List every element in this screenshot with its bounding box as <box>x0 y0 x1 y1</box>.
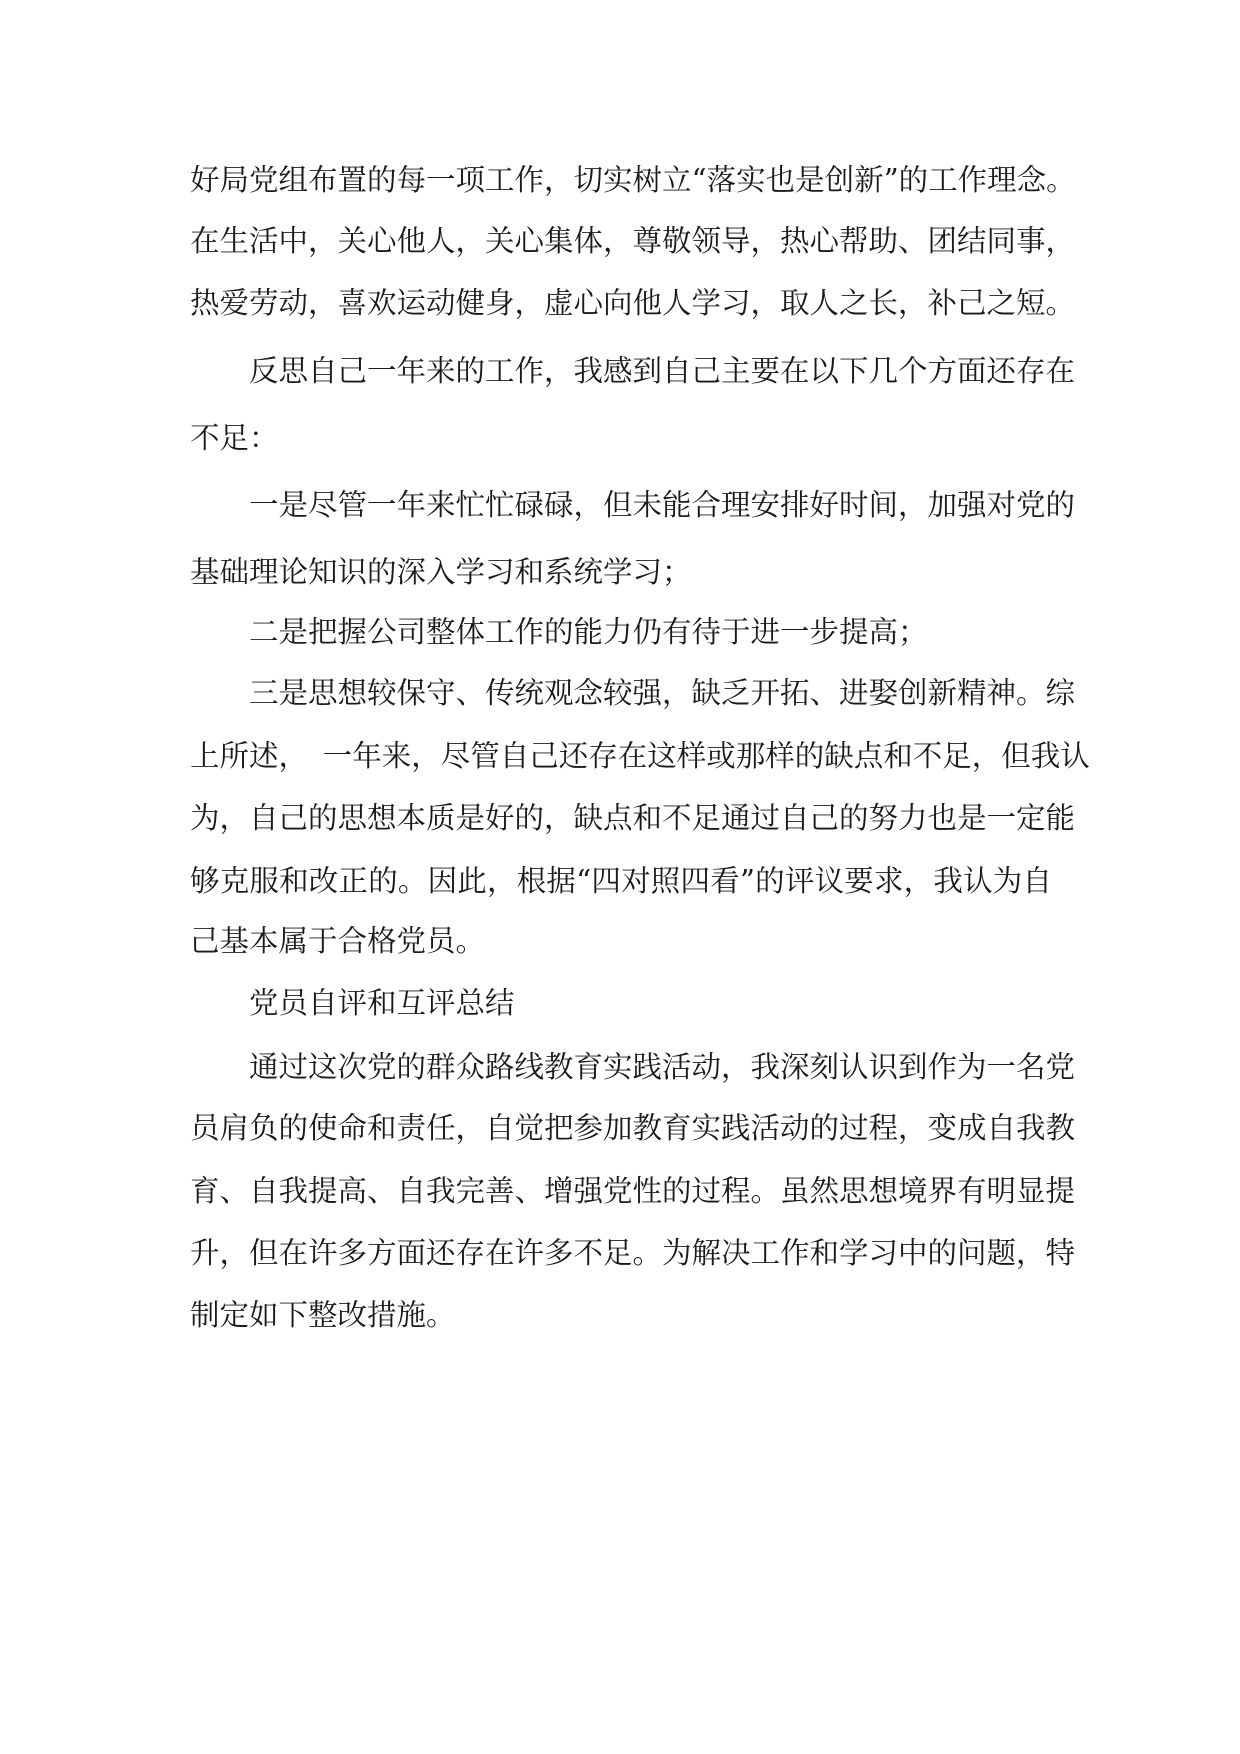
text-line-4: 反思自己一年来的工作，我感到自己主要在以下几个方面还存在 <box>249 354 1076 388</box>
text-line-8: 二是把握公司整体工作的能力仍有待于进一步提高； <box>249 615 928 649</box>
text-line-10: 上所述， 一年来，尽管自己还存在这样或那样的缺点和不足，但我认 <box>190 739 1090 773</box>
text-line-3: 热爱劳动，喜欢运动健身，虚心向他人学习，取人之长，补己之短。 <box>190 286 1076 320</box>
text-line-18: 升，但在许多方面还存在许多不足。为解决工作和学习中的问题，特 <box>190 1236 1076 1270</box>
text-line-11: 为，自己的思想本质是好的，缺点和不足通过自己的努力也是一定能 <box>190 801 1076 835</box>
text-line-9: 三是思想较保守、传统观念较强，缺乏开拓、进娶创新精神。综 <box>249 676 1076 710</box>
text-line-16: 员肩负的使命和责任，自觉把参加教育实践活动的过程，变成自我教 <box>190 1111 1076 1145</box>
text-line-12: 够克服和改正的。因此，根据“四对照四看”的评议要求，我认为自 <box>190 864 1052 898</box>
text-line-6: 一是尽管一年来忙忙碌碌，但未能合理安排好时间，加强对党的 <box>249 488 1076 522</box>
text-line-15: 通过这次党的群众路线教育实践活动，我深刻认识到作为一名党 <box>249 1050 1076 1084</box>
text-line-5: 不足： <box>190 421 279 455</box>
text-line-2: 在生活中，关心他人，关心集体，尊敬领导，热心帮助、团结同事， <box>190 224 1076 258</box>
text-line-19: 制定如下整改措施。 <box>190 1298 456 1332</box>
text-line-1: 好局党组布置的每一项工作，切实树立“落实也是创新”的工作理念。 <box>190 163 1076 197</box>
text-line-17: 育、自我提高、自我完善、增强党性的过程。虽然思想境界有明显提 <box>190 1174 1076 1208</box>
text-line-13: 己基本属于合格党员。 <box>190 924 486 958</box>
text-line-7: 基础理论知识的深入学习和系统学习； <box>190 555 692 589</box>
section-heading: 党员自评和互评总结 <box>249 986 515 1020</box>
